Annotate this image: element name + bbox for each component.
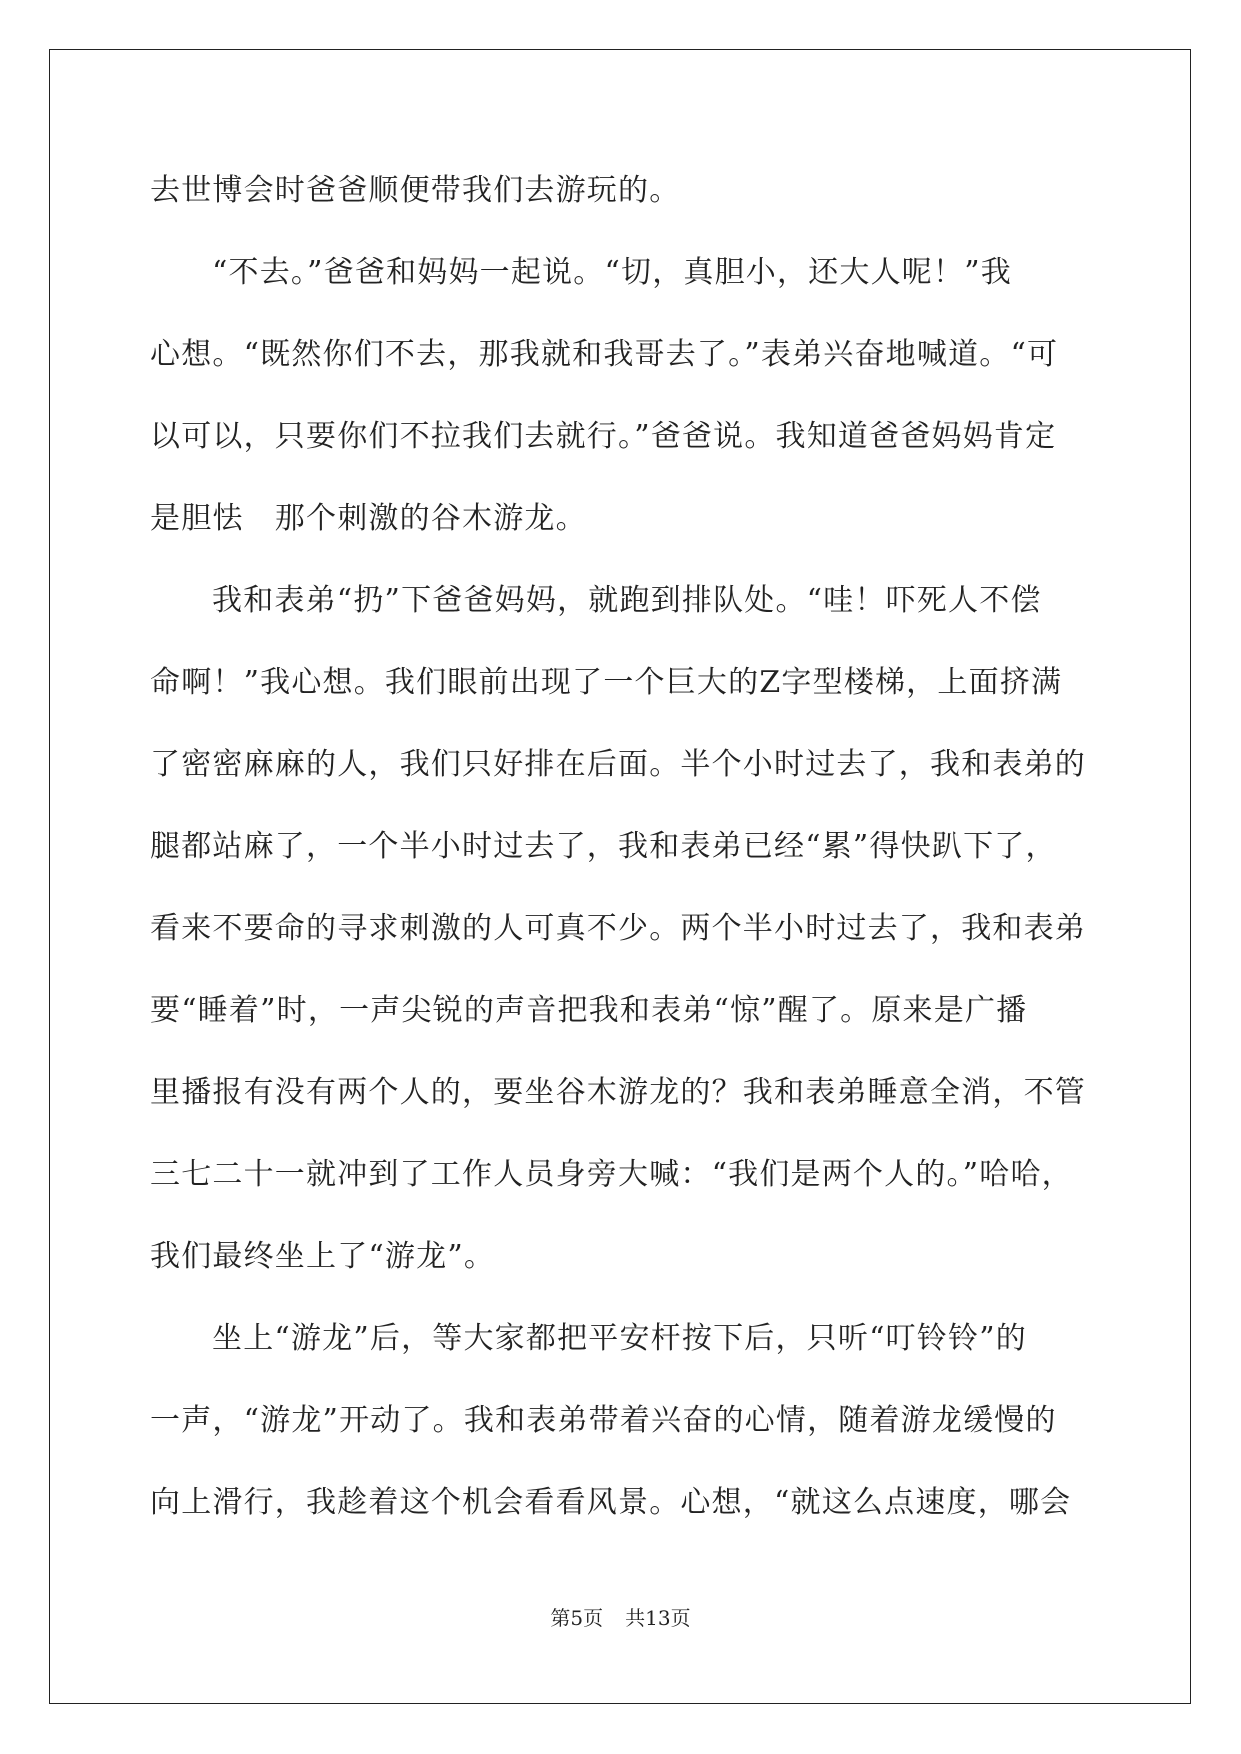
text-line: 以可以，只要你们不拉我们去就行。”爸爸说。我知道爸爸妈妈肯定 [150, 419, 1057, 454]
text-line: 三七二十一就冲到了工作人员身旁大喊：“我们是两个人的。”哈哈， [150, 1157, 1073, 1192]
text-line: 要“睡着”时，一声尖锐的声音把我和表弟“惊”醒了。原来是广播 [150, 993, 1028, 1028]
text-line: 向上滑行，我趁着这个机会看看风景。心想，“就这么点速度，哪会 [150, 1485, 1072, 1520]
text-line: 命啊！”我心想。我们眼前出现了一个巨大的Z字型楼梯，上面挤满 [150, 665, 1063, 700]
page-footer [0, 1604, 1241, 1632]
text-line: 里播报有没有两个人的，要坐谷木游龙的？我和表弟睡意全消，不管 [150, 1075, 1086, 1110]
text-line: 去世博会时爸爸顺便带我们去游玩的。 [150, 173, 681, 208]
page-total: 共13页 [625, 1606, 691, 1630]
text-line: 我和表弟“扔”下爸爸妈妈，就跑到排队处。“哇！吓死人不偿 [212, 583, 1042, 618]
document-body [150, 150, 1090, 1544]
text-line: 看来不要命的寻求刺激的人可真不少。两个半小时过去了，我和表弟 [150, 911, 1086, 946]
text-line: 一声，“游龙”开动了。我和表弟带着兴奋的心情，随着游龙缓慢的 [150, 1403, 1057, 1438]
text-line: 坐上“游龙”后，等大家都把平安杆按下后，只听“叮铃铃”的 [212, 1321, 1027, 1356]
text-line: 是胆怯 那个刺激的谷木游龙。 [150, 501, 587, 536]
text-line: 心想。“既然你们不去，那我就和我哥去了。”表弟兴奋地喊道。“可 [150, 337, 1059, 372]
page-number: 第5页 [550, 1606, 604, 1630]
text-line: “不去。”爸爸和妈妈一起说。“切，真胆小，还大人呢！”我 [212, 255, 1012, 290]
text-line: 了密密麻麻的人，我们只好排在后面。半个小时过去了，我和表弟的 [150, 747, 1086, 782]
text-line: 腿都站麻了，一个半小时过去了，我和表弟已经“累”得快趴下了， [150, 829, 1057, 864]
text-line: 我们最终坐上了“游龙”。 [150, 1239, 496, 1274]
